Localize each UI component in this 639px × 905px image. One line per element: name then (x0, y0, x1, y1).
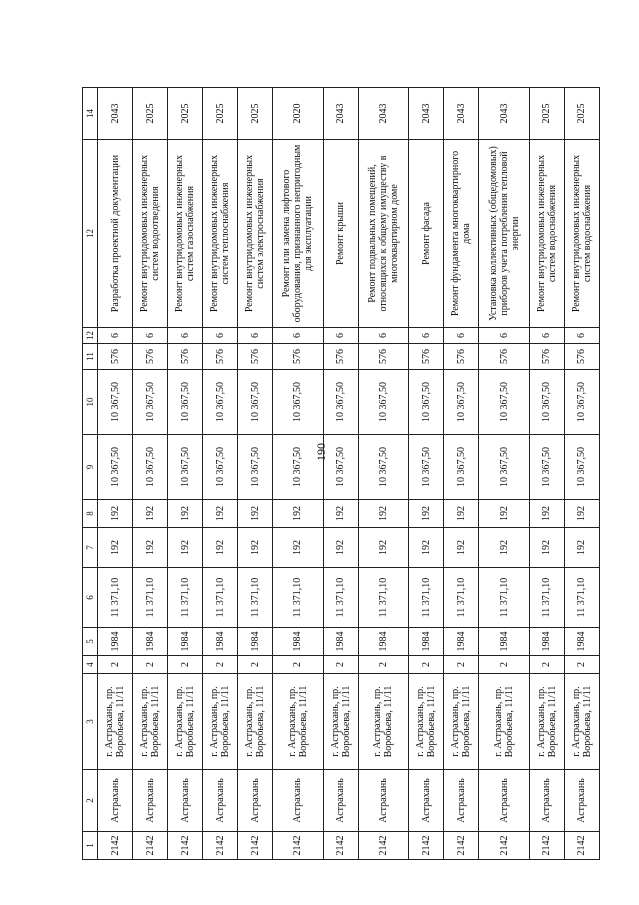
table-row (273, 88, 323, 860)
address-cell: г. Астрахань, пр. Воробьева, 11/11 (203, 674, 238, 770)
apartments-cell: 192 (479, 528, 529, 568)
count-cell: 6 (168, 328, 203, 344)
address-cell: г. Астрахань, пр. Воробьева, 11/11 (409, 674, 444, 770)
total-area-cell: 11 371,10 (444, 568, 479, 628)
work-type-cell: Разработка проектной документации (98, 140, 133, 328)
col-header: 12 (83, 140, 98, 328)
area-cell: 10 367,50 (358, 370, 408, 435)
year-planned-cell: 2020 (273, 88, 323, 140)
uid-cell: 2142 (238, 832, 273, 860)
year-planned-cell: 2025 (238, 88, 273, 140)
year-cell: 1984 (564, 628, 599, 656)
uid-cell: 2142 (444, 832, 479, 860)
floors-cell: 2 (358, 656, 408, 674)
year-cell: 1984 (98, 628, 133, 656)
year-cell: 1984 (358, 628, 408, 656)
count-cell: 6 (323, 328, 358, 344)
residents-cell: 192 (238, 500, 273, 528)
apartments-cell: 192 (133, 528, 168, 568)
table-row (409, 88, 444, 860)
uid-cell: 2142 (133, 832, 168, 860)
address-cell: г. Астрахань, пр. Воробьева, 11/11 (479, 674, 529, 770)
table-row (203, 88, 238, 860)
table-row (479, 88, 529, 860)
table-row (444, 88, 479, 860)
apartments-cell: 192 (358, 528, 408, 568)
uid-cell: 2142 (564, 832, 599, 860)
area-cell: 10 367,50 (479, 370, 529, 435)
uid-cell: 2142 (358, 832, 408, 860)
uid-cell: 2142 (98, 832, 133, 860)
city-cell: Астрахань (409, 770, 444, 832)
col-header: 7 (83, 528, 98, 568)
year-cell: 1984 (323, 628, 358, 656)
area-cell: 10 367,50 (238, 435, 273, 500)
area-cell: 10 367,50 (273, 435, 323, 500)
area-cell: 576 (133, 344, 168, 370)
residents-cell: 192 (203, 500, 238, 528)
address-cell: г. Астрахань, пр. Воробьева, 11/11 (444, 674, 479, 770)
count-cell: 6 (479, 328, 529, 344)
work-type-cell: Ремонт внутридомовых инженерных систем газоснабжения (168, 140, 203, 328)
apartments-cell: 192 (273, 528, 323, 568)
address-cell: г. Астрахань, пр. Воробьева, 11/11 (168, 674, 203, 770)
residents-cell: 192 (98, 500, 133, 528)
count-cell: 6 (444, 328, 479, 344)
count-cell: 6 (529, 328, 564, 344)
count-cell: 6 (203, 328, 238, 344)
table-row (133, 88, 168, 860)
rotated-table-container (82, 88, 600, 860)
count-cell: 6 (238, 328, 273, 344)
total-area-cell: 11 371,10 (358, 568, 408, 628)
work-type-cell: Ремонт или замена лифтового оборудования, признанного непригодным для эксплуатации (273, 140, 323, 328)
count-cell: 6 (409, 328, 444, 344)
uid-cell: 2142 (273, 832, 323, 860)
year-cell: 1984 (273, 628, 323, 656)
area-cell: 576 (479, 344, 529, 370)
col-header: 12 (83, 328, 98, 344)
col-header: 6 (83, 568, 98, 628)
area-cell: 10 367,50 (529, 435, 564, 500)
year-cell: 1984 (409, 628, 444, 656)
year-planned-cell: 2043 (358, 88, 408, 140)
residents-cell: 192 (323, 500, 358, 528)
floors-cell: 2 (564, 656, 599, 674)
area-cell: 10 367,50 (444, 370, 479, 435)
address-cell: г. Астрахань, пр. Воробьева, 11/11 (133, 674, 168, 770)
apartments-cell: 192 (409, 528, 444, 568)
col-header: 3 (83, 674, 98, 770)
floors-cell: 2 (98, 656, 133, 674)
area-cell: 10 367,50 (564, 435, 599, 500)
area-cell: 10 367,50 (168, 370, 203, 435)
floors-cell: 2 (444, 656, 479, 674)
address-cell: г. Астрахань, пр. Воробьева, 11/11 (323, 674, 358, 770)
page-number: 190 (314, 443, 328, 461)
year-cell: 1984 (238, 628, 273, 656)
area-cell: 576 (238, 344, 273, 370)
count-cell: 6 (98, 328, 133, 344)
area-cell: 10 367,50 (98, 435, 133, 500)
work-type-cell: Ремонт внутридомовых инженерных систем водоснабжения (564, 140, 599, 328)
col-header: 10 (83, 370, 98, 435)
table-row (358, 88, 408, 860)
work-type-cell: Ремонт внутридомовых инженерных систем водоснабжения (529, 140, 564, 328)
area-cell: 10 367,50 (238, 370, 273, 435)
city-cell: Астрахань (529, 770, 564, 832)
table-row (98, 88, 133, 860)
address-cell: г. Астрахань, пр. Воробьева, 11/11 (529, 674, 564, 770)
floors-cell: 2 (323, 656, 358, 674)
total-area-cell: 11 371,10 (273, 568, 323, 628)
col-header: 14 (83, 88, 98, 140)
uid-cell: 2142 (529, 832, 564, 860)
col-header: 5 (83, 628, 98, 656)
work-type-cell: Ремонт крыши (323, 140, 358, 328)
address-cell: г. Астрахань, пр. Воробьева, 11/11 (273, 674, 323, 770)
floors-cell: 2 (273, 656, 323, 674)
uid-cell: 2142 (479, 832, 529, 860)
total-area-cell: 11 371,10 (479, 568, 529, 628)
area-cell: 10 367,50 (168, 435, 203, 500)
floors-cell: 2 (168, 656, 203, 674)
col-header: 8 (83, 500, 98, 528)
work-type-cell: Установка коллективных (общедомовых) приборов учета потребления тепловой энергии (479, 140, 529, 328)
table-row (323, 88, 358, 860)
city-cell: Астрахань (238, 770, 273, 832)
year-cell: 1984 (444, 628, 479, 656)
work-type-cell: Ремонт внутридомовых инженерных систем электроснабжения (238, 140, 273, 328)
area-cell: 10 367,50 (133, 435, 168, 500)
area-cell: 576 (98, 344, 133, 370)
area-cell: 10 367,50 (564, 370, 599, 435)
uid-cell: 2142 (168, 832, 203, 860)
repair-schedule-table (82, 87, 600, 860)
residents-cell: 192 (529, 500, 564, 528)
apartments-cell: 192 (529, 528, 564, 568)
area-cell: 10 367,50 (203, 435, 238, 500)
col-header: 4 (83, 656, 98, 674)
total-area-cell: 11 371,10 (529, 568, 564, 628)
count-cell: 6 (564, 328, 599, 344)
year-planned-cell: 2043 (98, 88, 133, 140)
area-cell: 576 (444, 344, 479, 370)
area-cell: 576 (203, 344, 238, 370)
total-area-cell: 11 371,10 (168, 568, 203, 628)
area-cell: 576 (358, 344, 408, 370)
total-area-cell: 11 371,10 (203, 568, 238, 628)
year-cell: 1984 (203, 628, 238, 656)
table-row (529, 88, 564, 860)
apartments-cell: 192 (203, 528, 238, 568)
apartments-cell: 192 (564, 528, 599, 568)
uid-cell: 2142 (409, 832, 444, 860)
address-cell: г. Астрахань, пр. Воробьева, 11/11 (564, 674, 599, 770)
year-planned-cell: 2043 (409, 88, 444, 140)
count-cell: 6 (273, 328, 323, 344)
area-cell: 10 367,50 (409, 435, 444, 500)
year-planned-cell: 2025 (133, 88, 168, 140)
col-header: 1 (83, 832, 98, 860)
city-cell: Астрахань (444, 770, 479, 832)
header-row (83, 88, 98, 860)
apartments-cell: 192 (238, 528, 273, 568)
residents-cell: 192 (564, 500, 599, 528)
city-cell: Астрахань (273, 770, 323, 832)
apartments-cell: 192 (168, 528, 203, 568)
residents-cell: 192 (133, 500, 168, 528)
residents-cell: 192 (273, 500, 323, 528)
year-planned-cell: 2025 (529, 88, 564, 140)
residents-cell: 192 (168, 500, 203, 528)
uid-cell: 2142 (203, 832, 238, 860)
area-cell: 576 (168, 344, 203, 370)
city-cell: Астрахань (564, 770, 599, 832)
address-cell: г. Астрахань, пр. Воробьева, 11/11 (238, 674, 273, 770)
work-type-cell: Ремонт внутридомовых инженерных систем водоотведения (133, 140, 168, 328)
year-planned-cell: 2025 (203, 88, 238, 140)
floors-cell: 2 (409, 656, 444, 674)
area-cell: 576 (323, 344, 358, 370)
area-cell: 10 367,50 (133, 370, 168, 435)
city-cell: Астрахань (479, 770, 529, 832)
work-type-cell: Ремонт фасада (409, 140, 444, 328)
total-area-cell: 11 371,10 (409, 568, 444, 628)
col-header: 9 (83, 435, 98, 500)
table-row (238, 88, 273, 860)
total-area-cell: 11 371,10 (564, 568, 599, 628)
apartments-cell: 192 (444, 528, 479, 568)
area-cell: 10 367,50 (323, 435, 358, 500)
floors-cell: 2 (479, 656, 529, 674)
address-cell: г. Астрахань, пр. Воробьева, 11/11 (358, 674, 408, 770)
city-cell: Астрахань (323, 770, 358, 832)
city-cell: Астрахань (358, 770, 408, 832)
area-cell: 10 367,50 (323, 370, 358, 435)
year-planned-cell: 2025 (168, 88, 203, 140)
year-planned-cell: 2043 (479, 88, 529, 140)
total-area-cell: 11 371,10 (323, 568, 358, 628)
work-type-cell: Ремонт внутридомовых инженерных систем теплоснабжения (203, 140, 238, 328)
area-cell: 10 367,50 (529, 370, 564, 435)
residents-cell: 192 (409, 500, 444, 528)
floors-cell: 2 (529, 656, 564, 674)
floors-cell: 2 (203, 656, 238, 674)
year-cell: 1984 (168, 628, 203, 656)
floors-cell: 2 (238, 656, 273, 674)
year-planned-cell: 2025 (564, 88, 599, 140)
residents-cell: 192 (479, 500, 529, 528)
floors-cell: 2 (133, 656, 168, 674)
count-cell: 6 (133, 328, 168, 344)
total-area-cell: 11 371,10 (238, 568, 273, 628)
table-row (168, 88, 203, 860)
area-cell: 10 367,50 (98, 370, 133, 435)
residents-cell: 192 (444, 500, 479, 528)
city-cell: Астрахань (98, 770, 133, 832)
city-cell: Астрахань (203, 770, 238, 832)
col-header: 11 (83, 344, 98, 370)
year-cell: 1984 (479, 628, 529, 656)
total-area-cell: 11 371,10 (133, 568, 168, 628)
total-area-cell: 11 371,10 (98, 568, 133, 628)
table-body (98, 88, 600, 860)
area-cell: 10 367,50 (444, 435, 479, 500)
residents-cell: 192 (358, 500, 408, 528)
year-planned-cell: 2043 (444, 88, 479, 140)
table-row (564, 88, 599, 860)
city-cell: Астрахань (133, 770, 168, 832)
area-cell: 576 (273, 344, 323, 370)
area-cell: 576 (529, 344, 564, 370)
work-type-cell: Ремонт подвальных помещений, относящихся к общему имуществу в многоквартирном доме (358, 140, 408, 328)
area-cell: 10 367,50 (273, 370, 323, 435)
year-cell: 1984 (133, 628, 168, 656)
year-planned-cell: 2043 (323, 88, 358, 140)
area-cell: 10 367,50 (203, 370, 238, 435)
col-header: 2 (83, 770, 98, 832)
apartments-cell: 192 (98, 528, 133, 568)
area-cell: 10 367,50 (479, 435, 529, 500)
area-cell: 576 (409, 344, 444, 370)
work-type-cell: Ремонт фундамента многоквартирного дома (444, 140, 479, 328)
count-cell: 6 (358, 328, 408, 344)
uid-cell: 2142 (323, 832, 358, 860)
apartments-cell: 192 (323, 528, 358, 568)
address-cell: г. Астрахань, пр. Воробьева, 11/11 (98, 674, 133, 770)
year-cell: 1984 (529, 628, 564, 656)
area-cell: 10 367,50 (358, 435, 408, 500)
city-cell: Астрахань (168, 770, 203, 832)
area-cell: 10 367,50 (409, 370, 444, 435)
area-cell: 576 (564, 344, 599, 370)
